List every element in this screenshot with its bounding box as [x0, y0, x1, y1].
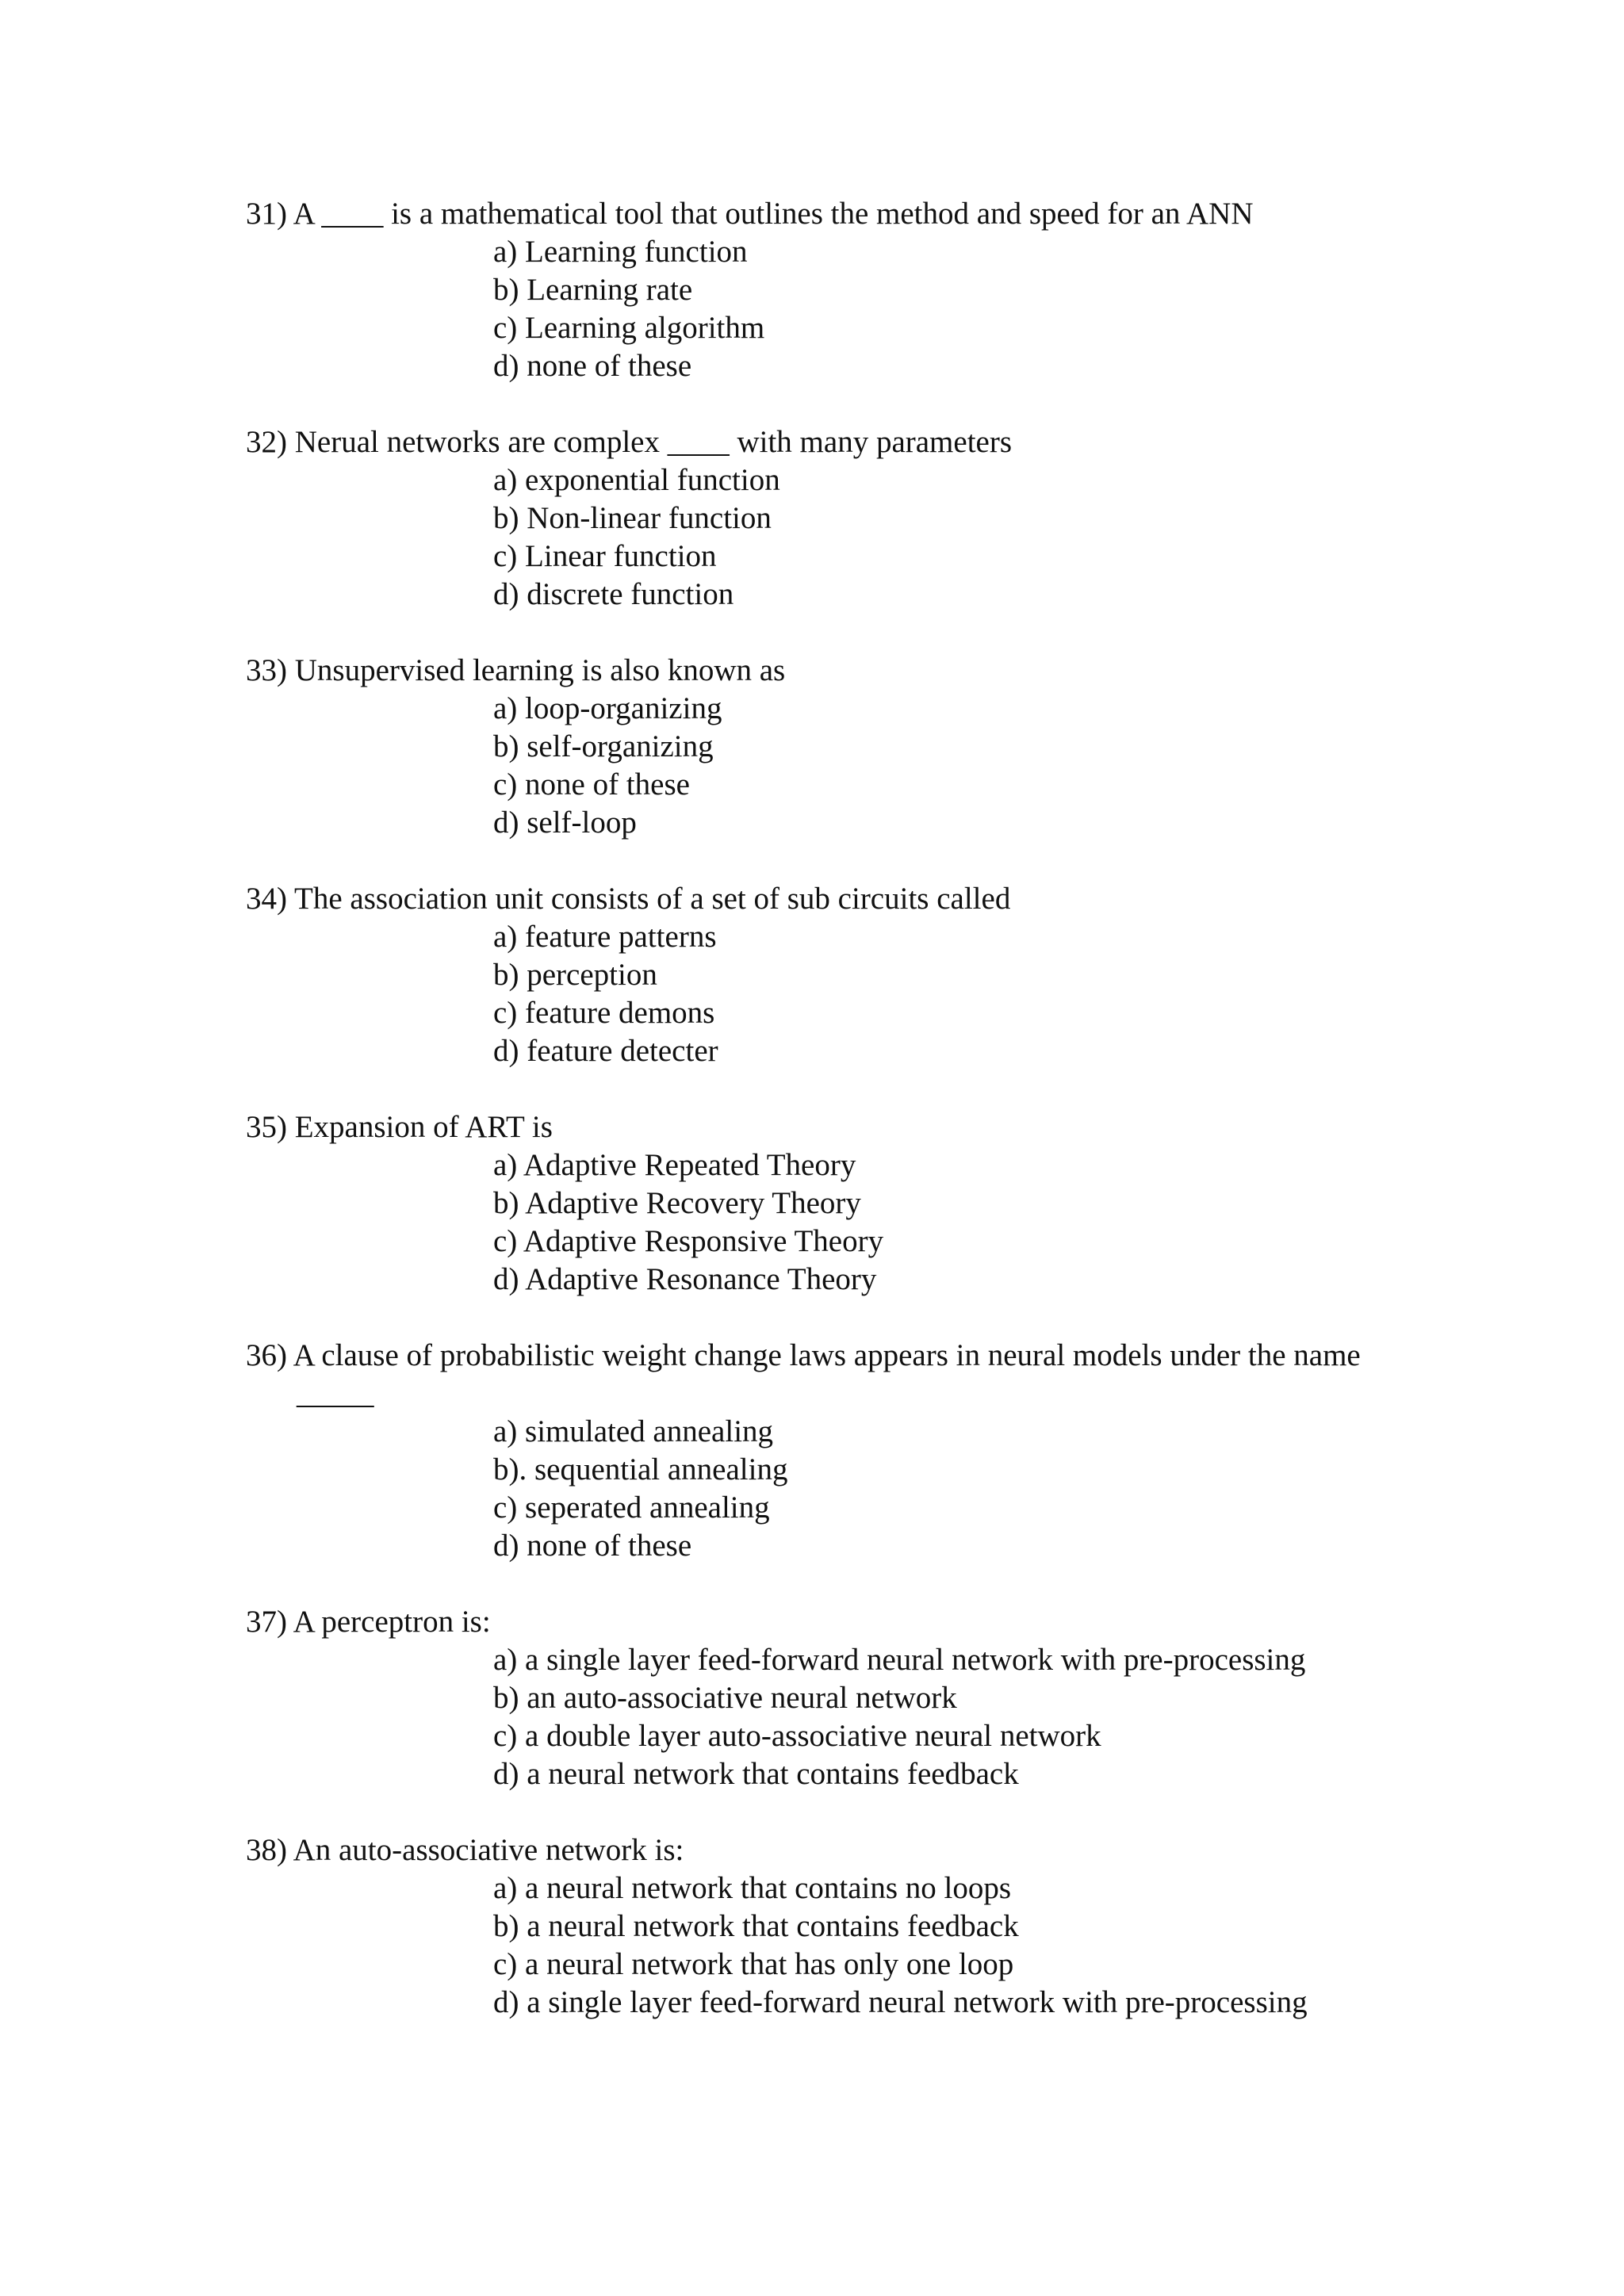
option-d: d) a single layer feed-forward neural network with pre-processing: [493, 1985, 1308, 2019]
question-34: [246, 880, 1483, 1070]
option-c: c) none of these: [493, 767, 690, 802]
question-text: 34) The association unit consists of a set of sub circuits called: [246, 882, 1011, 916]
question-32: [246, 423, 1483, 614]
option-b: b) Adaptive Recovery Theory: [493, 1186, 861, 1220]
options-list: [246, 690, 1483, 842]
question-text: 33) Unsupervised learning is also known as: [246, 653, 786, 687]
question-text: 32) Nerual networks are complex ____ with many parameters: [246, 425, 1013, 459]
option-d: d) none of these: [493, 1529, 692, 1563]
question-36: [246, 1337, 1483, 1565]
option-d: d) Adaptive Resonance Theory: [493, 1262, 877, 1296]
option-a: a) feature patterns: [493, 920, 717, 954]
option-d: d) discrete function: [493, 577, 734, 611]
option-a: a) loop-organizing: [493, 691, 722, 725]
option-a: a) a single layer feed-forward neural network with pre-processing: [493, 1643, 1306, 1677]
option-b: b) Non-linear function: [493, 501, 772, 535]
option-c: c) Learning algorithm: [493, 311, 765, 345]
option-d: d) none of these: [493, 349, 692, 383]
options-list: [246, 1146, 1483, 1299]
options-list: [246, 1413, 1483, 1565]
options-list: [246, 461, 1483, 614]
option-a: a) exponential function: [493, 463, 780, 497]
option-b: b) an auto-associative neural network: [493, 1681, 957, 1715]
question-31: [246, 195, 1483, 385]
question-38: [246, 1831, 1483, 2022]
option-b: b) self-organizing: [493, 729, 714, 763]
option-a: a) a neural network that contains no loops: [493, 1871, 1012, 1905]
option-c: c) feature demons: [493, 996, 715, 1030]
option-a: a) simulated annealing: [493, 1414, 774, 1448]
question-blank-line: _____: [297, 1376, 374, 1410]
option-c: c) Linear function: [493, 539, 717, 573]
option-c: c) a neural network that has only one loop: [493, 1947, 1014, 1981]
question-35: [246, 1108, 1483, 1299]
option-a: a) Adaptive Repeated Theory: [493, 1148, 856, 1182]
question-text: 37) A perceptron is:: [246, 1605, 491, 1639]
option-c: c) a double layer auto-associative neural network: [493, 1719, 1101, 1753]
question-text: 35) Expansion of ART is: [246, 1110, 553, 1144]
question-33: [246, 652, 1483, 842]
option-d: d) self-loop: [493, 806, 637, 840]
options-list: [246, 918, 1483, 1070]
question-text: 36) A clause of probabilistic weight change laws appears in neural models under the name: [246, 1338, 1361, 1372]
option-b: b). sequential annealing: [493, 1452, 788, 1487]
option-d: d) feature detecter: [493, 1034, 718, 1068]
option-b: b) a neural network that contains feedback: [493, 1909, 1019, 1943]
option-c: c) Adaptive Responsive Theory: [493, 1224, 884, 1258]
options-list: [246, 1869, 1483, 2022]
option-a: a) Learning function: [493, 235, 748, 269]
option-c: c) seperated annealing: [493, 1490, 770, 1525]
option-b: b) Learning rate: [493, 273, 693, 307]
option-b: b) perception: [493, 958, 657, 992]
question-text: 38) An auto-associative network is:: [246, 1833, 684, 1867]
question-37: [246, 1603, 1483, 1793]
question-text: 31) A ____ is a mathematical tool that outlines the method and speed for an ANN: [246, 197, 1254, 231]
options-list: [246, 233, 1483, 385]
option-d: d) a neural network that contains feedback: [493, 1757, 1019, 1791]
options-list: [246, 1641, 1483, 1793]
